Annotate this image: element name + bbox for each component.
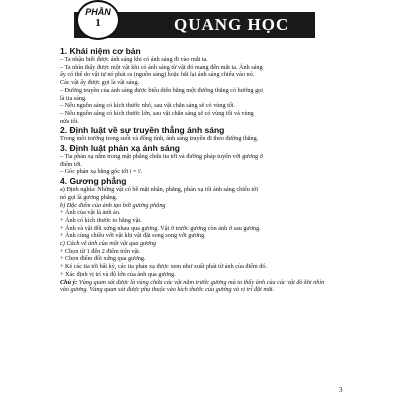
- text-line: Các vật ấy được gọi là vật sáng.: [60, 79, 140, 87]
- document-body: [60, 46, 332, 294]
- text-line: – Góc phản xạ bằng góc tới i = i'.: [60, 168, 143, 176]
- text-line: – Tia phản xạ nằm trong mặt phẳng chứa tia tới và đường pháp tuyến với gương ở: [60, 153, 263, 161]
- text-line: + Xác định vị trí và độ lớn của ảnh qua gương.: [60, 270, 176, 278]
- text-line: + Kẻ các tia tới bất kỳ, các tia phản xạ được xem như xuất phát từ ảnh của điểm đó.: [60, 263, 268, 271]
- page-number: 3: [339, 386, 343, 394]
- subheading-line: b) Đặc điểm của ảnh tạo bởi gương phẳng: [60, 201, 166, 209]
- text-line: nó gọi là gương phẳng.: [60, 193, 118, 201]
- text-line: + Chọn từ 1 đến 2 điểm trên vật.: [60, 247, 141, 255]
- text-line: + Ảnh cùng chiều với vật khi vật đặt song song với gương.: [60, 232, 206, 240]
- note-paragraph: [60, 279, 332, 294]
- text-line: a) Định nghĩa: Những vật có bề mặt nhẵn, phẳng, phản xạ tốt ánh sáng chiếu tới: [60, 186, 259, 194]
- text-line: + Chọn điểm đối xứng qua gương.: [60, 255, 146, 263]
- note-label: Chú ý:: [60, 278, 78, 286]
- text-line: – Ta nhận biết được ánh sáng khi có ánh sáng đi vào mắt ta.: [60, 56, 208, 63]
- section-heading: 2. Định luật về sự truyền thẳng ánh sáng: [60, 125, 225, 136]
- part-number: 1: [95, 17, 101, 29]
- page-title: QUANG HỌC: [174, 15, 290, 34]
- text-line: – Ta nhìn thấy được một vật khi có ánh sáng từ vật đó mang đến mắt ta. Ánh sáng: [60, 63, 263, 71]
- text-line: nửa tối.: [60, 117, 79, 125]
- text-line: – Đường truyền của ánh sáng được biểu diễn bằng một đường thẳng có hướng gọi: [60, 86, 263, 94]
- subheading-line: c) Cách vẽ ảnh của một vật qua gương: [60, 240, 157, 248]
- text-line: điểm tới.: [60, 160, 83, 168]
- section-heading: 1. Khái niệm cơ bản: [60, 46, 141, 56]
- section-heading: 4. Gương phẳng: [60, 176, 127, 187]
- text-line: + Ảnh của vật là ảnh ảo.: [60, 209, 121, 217]
- text-line: + Ảnh có kích thước to bằng vật.: [60, 216, 142, 224]
- section-heading: 3. Định luật phản xạ ánh sáng: [60, 143, 180, 154]
- text-line: – Nếu nguồn sáng có kích thước nhỏ, sau vật chắn sáng sẽ có vùng tối.: [60, 102, 236, 110]
- part-label: PHẦN: [85, 7, 111, 17]
- text-line: + Ảnh và vật đối xứng nhau qua gương. Vật ở trước gương còn ảnh ở sau gương.: [60, 224, 261, 232]
- text-line: – Nếu nguồn sáng có kích thước lớn, sau vật chắn sáng sẽ có vùng tối và vùng: [60, 109, 254, 117]
- note-text: Vùng quan sát được là vùng chứa các vật nằm trước gương mà ta thấy ảnh của các vật đó khi nhìn vào gương. Vùng quan sát được phụ thuộc vào kích thước của gương và vị trí đặt mắt.: [60, 278, 325, 294]
- text-line: Trong môi trường trong suốt và đồng tính, ánh sáng truyền đi theo đường thẳng.: [60, 135, 259, 143]
- text-line: là tia sáng.: [60, 94, 87, 102]
- text-line: ấy có thể do vật tự nó phát ra (nguồn sáng) hoặc hắt lại ánh sáng chiếu vào nó.: [60, 71, 255, 79]
- part-badge: [76, 0, 120, 40]
